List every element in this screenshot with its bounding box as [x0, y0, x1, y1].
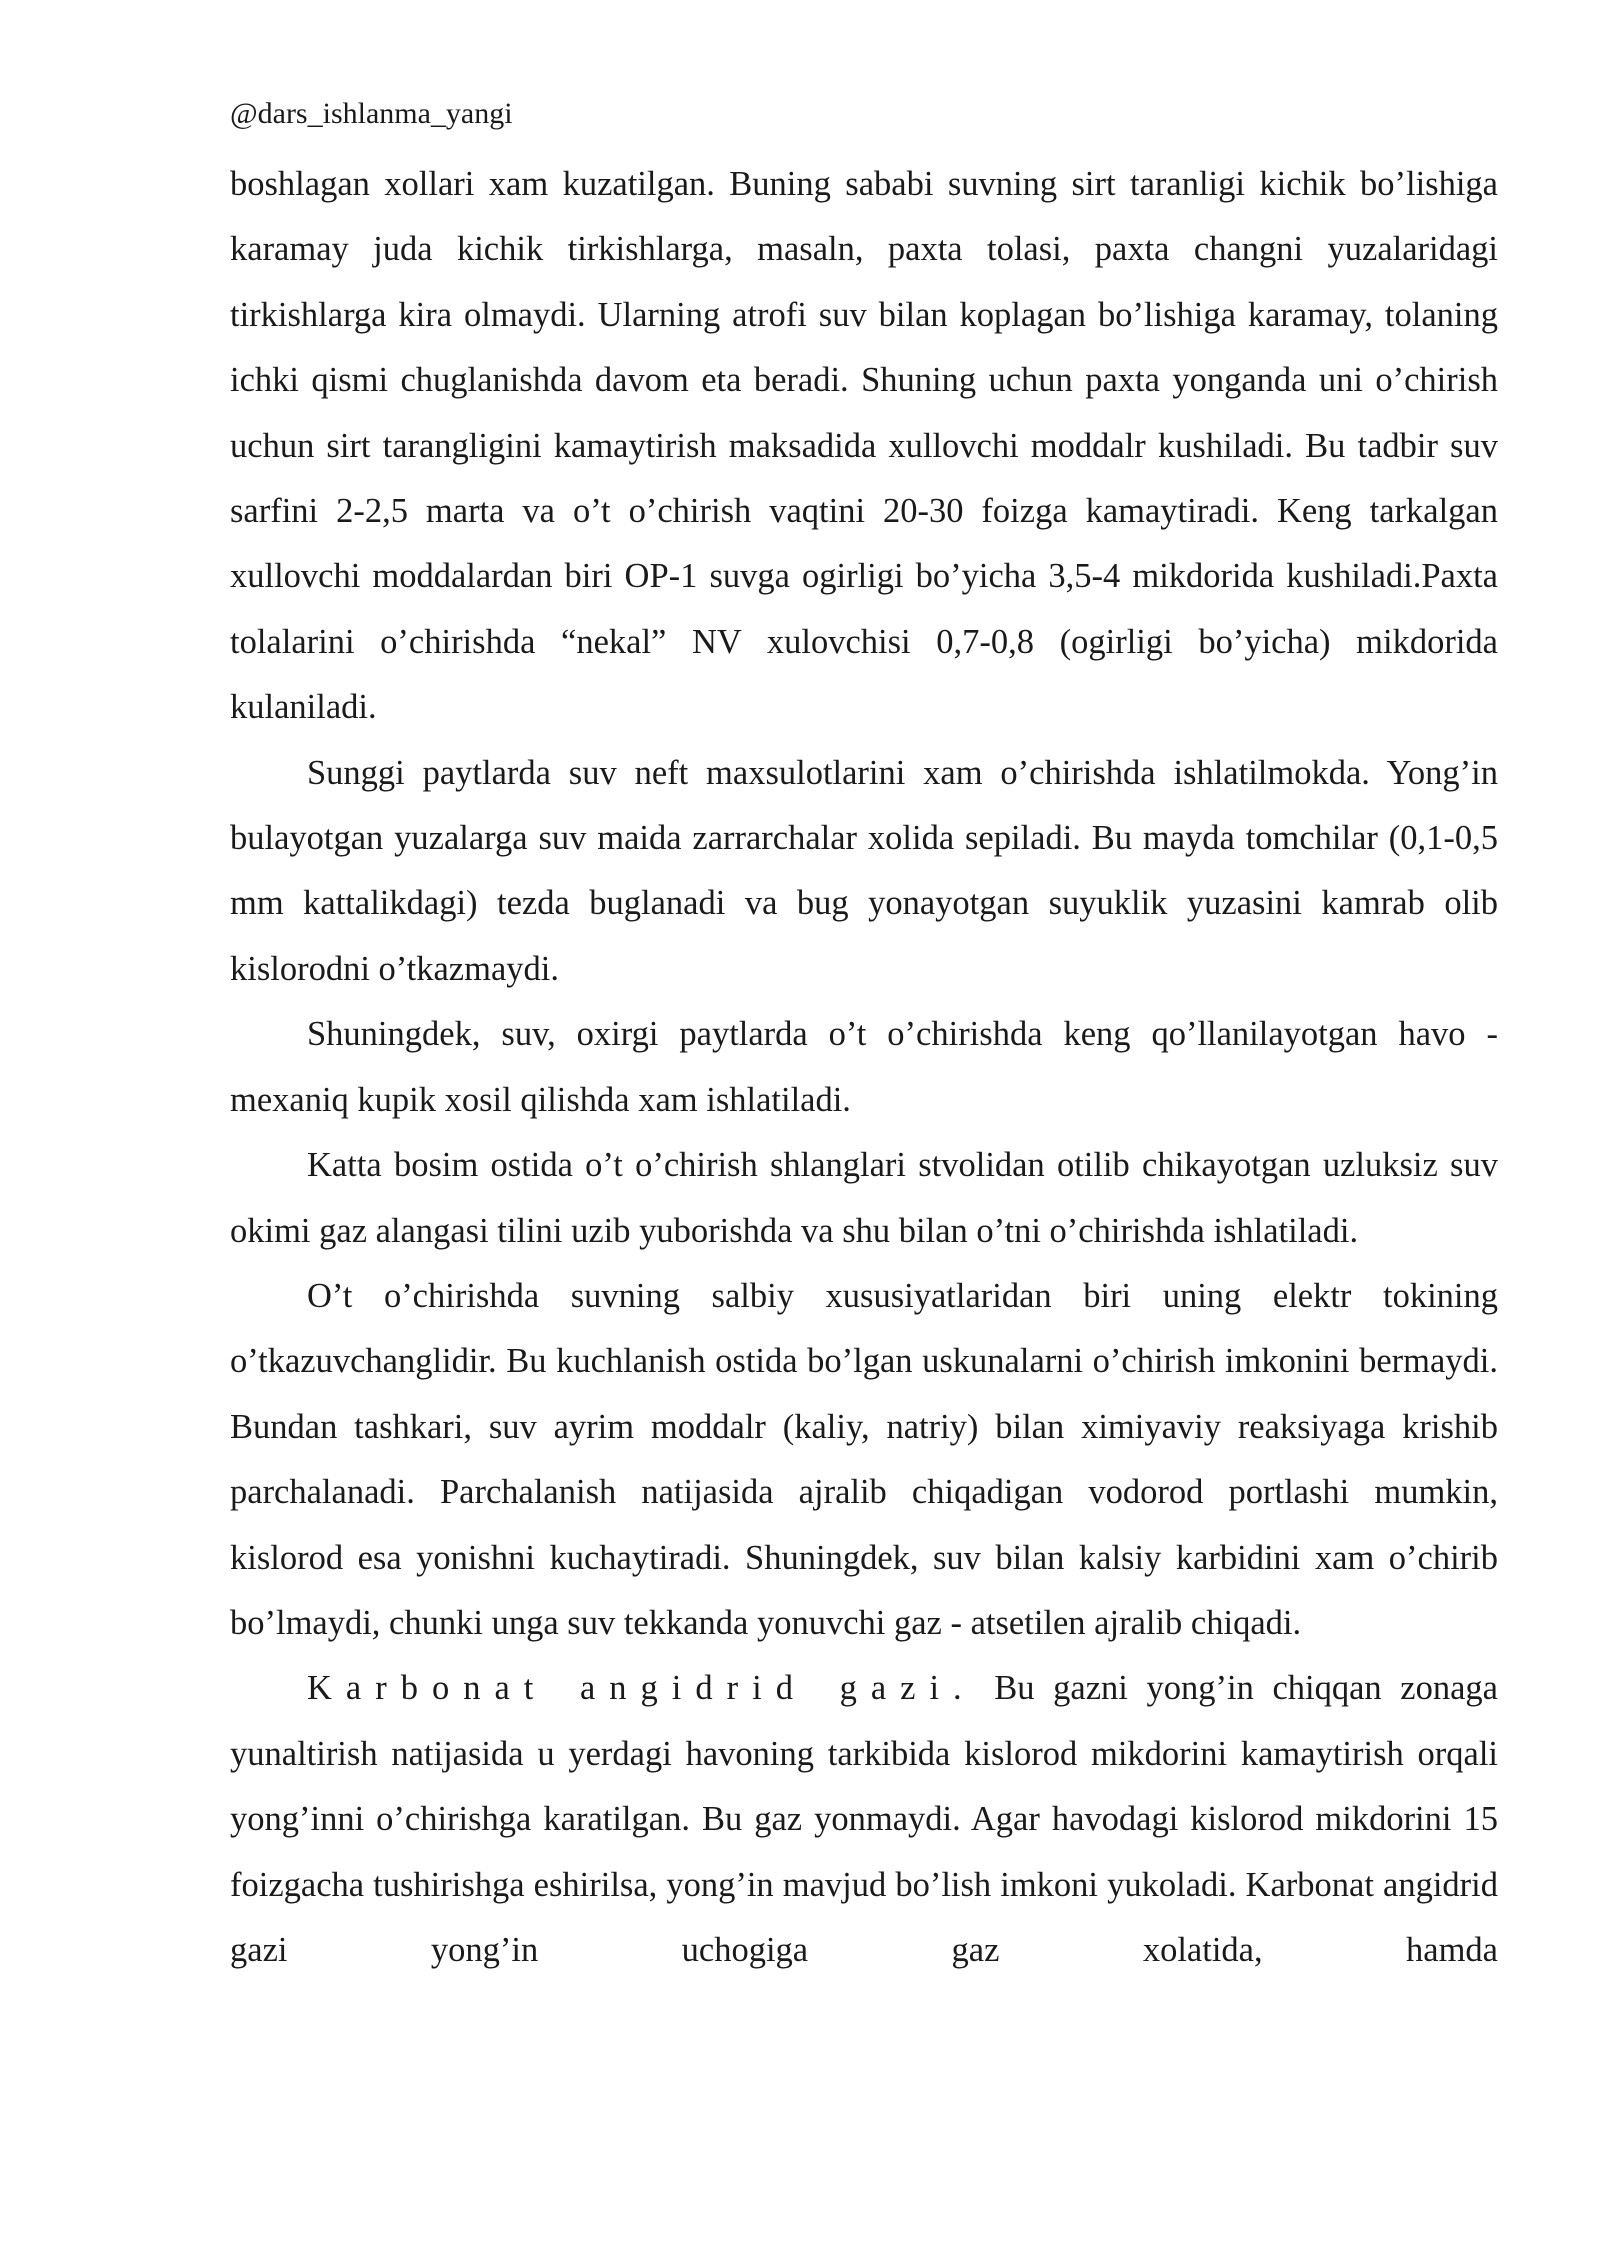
paragraph-1: boshlagan xollari xam kuzatilgan. Buning sababi suvning sirt taranligi kichik bo’lishiga karamay juda kichik tirkishlarga, masaln, paxta tolasi, paxta changni yuzalaridagi tirkishlarga kira olmaydi. Ularning atrofi suv bilan koplagan bo’lishiga karamay, tolaning ichki qismi chuglanishda davom eta beradi. Shuning uchun paxta yonganda uni o’chirish uchun sirt tarangligini kamaytirish maksadida xullovchi moddalr kushiladi. Bu tadbir suv sarfini 2-2,5 marta va o’t o’chirish vaqtini 20-30 foizga kamaytiradi. Keng tarkalgan xullovchi moddalardan biri OP-1 suvga ogirligi bo’yicha 3,5-4 mikdorida kushiladi.Paxta tolalarini o’chirishda “nekal” NV xulovchisi 0,7-0,8 (ogirligi bo’yicha) mikdorida kulaniladi. — [230, 165, 1498, 727]
paragraph-6-text: Bu gazni yong’in chiqqan zonaga yunaltirish natijasida u yerdagi havoning tarkibida kislorod mikdorini kamaytirish orqali yong’inni o’chirishga karatilgan. Bu gaz yonmaydi. Agar havodagi kislorod mikdorini 15 foizgacha tushirishga eshirilsa, yong’in mavjud bo’lish imkoni yukoladi. Karbonat angidrid gazi yong’in uchogiga gaz xolatida, hamda — [230, 1669, 1498, 1969]
paragraph-2: Sunggi paytlarda suv neft maxsulotlarini xam o’chirishda ishlatilmokda. Yong’in bulayotgan yuzalarga suv maida zarrarchalar xolida sepiladi. Bu mayda tomchilar (0,1-0,5 mm kattalikdagi) tezda buglanadi va bug yonayotgan suyuklik yuzasini kamrab olib kislorodni o’tkazmaydi. — [230, 753, 1498, 988]
page-header: @dars_ishlanma_yangi — [230, 97, 513, 130]
paragraph-3: Shuningdek, suv, oxirgi paytlarda o’t o’chirishda keng qo’llanilayotgan havo - mexaniq kupik xosil qilishda xam ishlatiladi. — [230, 1015, 1498, 1119]
paragraph-6 — [230, 1656, 1498, 1983]
paragraph-5: O’t o’chirishda suvning salbiy xususiyatlaridan biri uning elektr tokining o’tkazuvchanglidir. Bu kuchlanish ostida bo’lgan uskunalarni o’chirish imkonini bermaydi. Bundan tashkari, suv ayrim moddalr (kaliy, natriy) bilan ximiyaviy reaksiyaga krishib parchalanadi. Parchalanish natijasida ajralib chiqadigan vodorod portlashi mumkin, kislorod esa yonishni kuchaytiradi. Shuningdek, suv bilan kalsiy karbidini xam o’chirib bo’lmaydi, chunki unga suv tekkanda yonuvchi gaz - atsetilen ajralib chiqadi. — [230, 1276, 1498, 1642]
document-body — [230, 152, 1498, 1983]
section-lead-term: Karbonat angidrid gazi. — [307, 1669, 976, 1708]
paragraph-4: Katta bosim ostida o’t o’chirish shlanglari stvolidan otilib chikayotgan uzluksiz suv okimi gaz alangasi tilini uzib yuborishda va shu bilan o’tni o’chirishda ishlatiladi. — [230, 1146, 1498, 1250]
